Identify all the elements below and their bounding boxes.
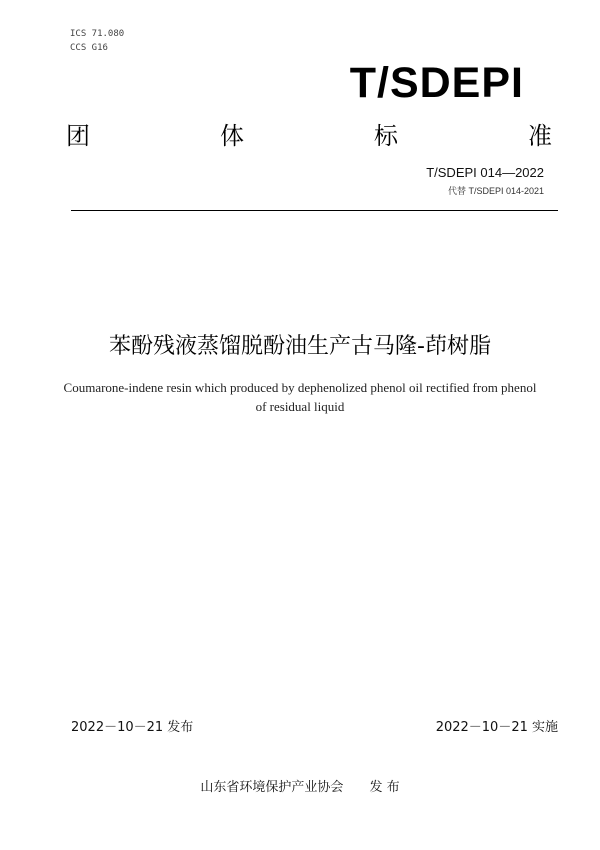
document-title-english: Coumarone-indene resin which produced by dephenolized phenol oil rectified from phenol of residual liquid: [63, 380, 537, 414]
standard-type-char-3: 标: [374, 122, 398, 150]
standard-type-char-2: 体: [220, 122, 244, 150]
ccs-code: CCS G16: [70, 43, 108, 53]
standard-type-char-1: 团: [66, 122, 90, 150]
publisher-line: [0, 776, 600, 795]
publisher-action: 发 布: [369, 780, 400, 795]
standard-type-char-4: 准: [528, 122, 552, 150]
standard-brand: T/SDEPI: [349, 59, 524, 107]
header-divider: [71, 210, 558, 211]
standard-type: [66, 116, 552, 151]
standard-number: T/SDEPI 014—2022: [426, 165, 544, 180]
publisher-name: 山东省环境保护产业协会: [200, 780, 344, 795]
document-title-chinese: 苯酚残液蒸馏脱酚油生产古马隆-茚树脂: [109, 334, 491, 359]
replaces-standard: 代替 T/SDEPI 014-2021: [447, 186, 544, 196]
ics-code: ICS 71.080: [70, 29, 125, 39]
issue-date: 2022－10－21 发布: [71, 720, 194, 735]
effective-date: 2022－10－21 实施: [435, 720, 558, 735]
